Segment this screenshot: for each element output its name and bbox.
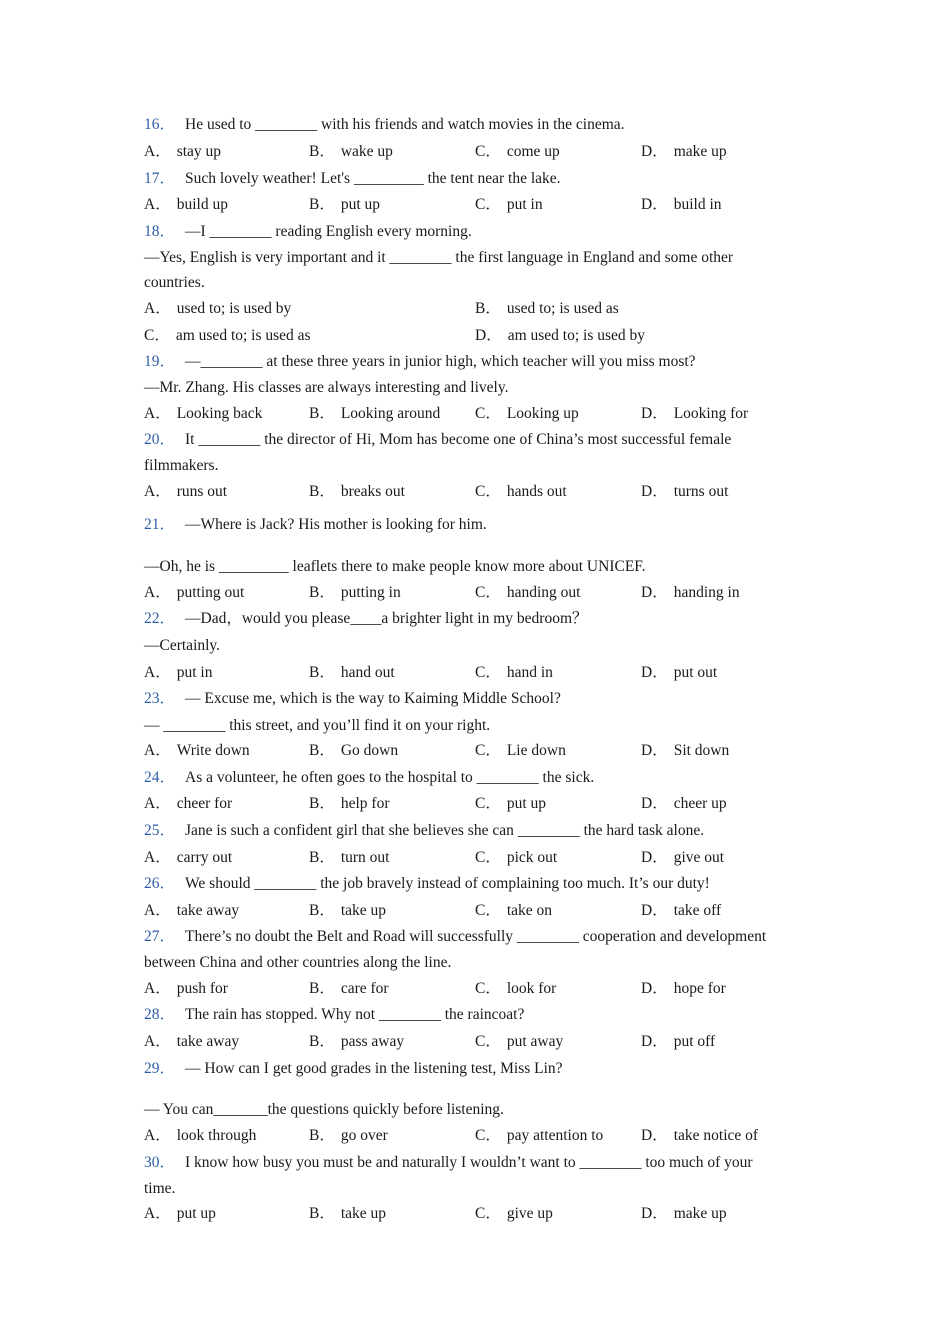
option-b: B． Go down xyxy=(309,742,399,759)
option-c: C． put up xyxy=(475,795,547,812)
question-16-stem: 16． He used to ________ with his friends and watch movies in the cinema. xyxy=(144,116,625,133)
option-c: C． pick out xyxy=(475,849,558,866)
option-d: D． build in xyxy=(641,196,722,213)
question-number: 20． xyxy=(144,431,176,448)
question-17-stem: 17． Such lovely weather! Let's _________ the tent near the lake. xyxy=(144,170,561,187)
option-a: A． stay up xyxy=(144,143,222,160)
question-20-stem: 20． It ________ the director of Hi, Mom has become one of China’s most successful female xyxy=(144,431,732,448)
question-23-line-2: — ________ this street, and you’ll find it on your right. xyxy=(144,717,491,734)
question-22-line-2: —Certainly. xyxy=(144,637,221,654)
option-b: B． breaks out xyxy=(309,483,405,500)
option-a: A． push for xyxy=(144,980,228,997)
option-d: D． hope for xyxy=(641,980,726,997)
option-b: B． help for xyxy=(309,795,390,812)
option-c: C． Lie down xyxy=(475,742,566,759)
question-number: 30． xyxy=(144,1154,176,1171)
question-18-line-3: countries. xyxy=(144,274,205,291)
option-a: A． runs out xyxy=(144,483,228,500)
question-20-line-2: filmmakers. xyxy=(144,457,219,474)
option-d: D． turns out xyxy=(641,483,729,500)
option-c: C． pay attention to xyxy=(475,1127,604,1144)
option-a: A． putting out xyxy=(144,584,245,601)
option-c: C． take on xyxy=(475,902,553,919)
option-a: A． take away xyxy=(144,902,240,919)
option-b: B． put up xyxy=(309,196,381,213)
question-30-stem: 30． I know how busy you must be and naturally I wouldn’t want to ________ too much of your xyxy=(144,1154,753,1171)
question-22-stem: 22． —Dad，would you please____a brighter light in my bedroom？ xyxy=(144,610,588,627)
question-number: 24． xyxy=(144,769,176,786)
option-c: C． come up xyxy=(475,143,560,160)
option-b: B． putting in xyxy=(309,584,401,601)
question-26-stem: 26． We should ________ the job bravely instead of complaining too much. It’s our duty! xyxy=(144,875,710,892)
option-c: C． am used to; is used as xyxy=(144,327,311,344)
question-30-line-2: time. xyxy=(144,1180,176,1197)
question-number: 18． xyxy=(144,223,176,240)
question-number: 28． xyxy=(144,1006,176,1023)
option-d: D． am used to; is used by xyxy=(475,327,646,344)
question-number: 23． xyxy=(144,690,176,707)
question-21-line-2: —Oh, he is _________ leaflets there to make people know more about UNICEF. xyxy=(144,558,646,575)
option-b: B． take up xyxy=(309,1205,387,1222)
question-27-line-2: between China and other countries along the line. xyxy=(144,954,452,971)
option-a: A． Write down xyxy=(144,742,250,759)
option-c: C． hand in xyxy=(475,664,553,681)
option-d: D． give out xyxy=(641,849,725,866)
option-d: D． take off xyxy=(641,902,722,919)
question-21-stem: 21． —Where is Jack? His mother is looking for him. xyxy=(144,516,487,533)
option-d: D． cheer up xyxy=(641,795,727,812)
option-b: B． turn out xyxy=(309,849,390,866)
option-a: A． carry out xyxy=(144,849,233,866)
question-number: 27． xyxy=(144,928,176,945)
option-c: C． put away xyxy=(475,1033,564,1050)
option-d: D． make up xyxy=(641,1205,727,1222)
option-d: D． Sit down xyxy=(641,742,730,759)
option-a: A． look through xyxy=(144,1127,257,1144)
option-b: B． care for xyxy=(309,980,389,997)
question-18-stem: 18． —I ________ reading English every morning. xyxy=(144,223,472,240)
option-d: D． handing in xyxy=(641,584,740,601)
question-number: 17． xyxy=(144,170,176,187)
option-c: C． give up xyxy=(475,1205,553,1222)
option-b: B． pass away xyxy=(309,1033,405,1050)
option-b: B． go over xyxy=(309,1127,388,1144)
option-a: A． build up xyxy=(144,196,228,213)
option-b: B． used to; is used as xyxy=(475,300,619,317)
option-b: B． wake up xyxy=(309,143,393,160)
question-number: 19． xyxy=(144,353,176,370)
option-b: B． take up xyxy=(309,902,387,919)
question-25-stem: 25． Jane is such a confident girl that she believes she can ________ the hard task alone. xyxy=(144,822,705,839)
question-number: 26． xyxy=(144,875,176,892)
question-27-stem: 27． There’s no doubt the Belt and Road will successfully ________ cooperation and development xyxy=(144,928,767,945)
question-number: 29． xyxy=(144,1060,176,1077)
option-d: D． put off xyxy=(641,1033,716,1050)
question-29-line-2: — You can_______the questions quickly before listening. xyxy=(144,1101,504,1118)
option-a: A． put in xyxy=(144,664,213,681)
question-24-stem: 24． As a volunteer, he often goes to the hospital to ________ the sick. xyxy=(144,769,595,786)
option-b: B． Looking around xyxy=(309,405,441,422)
question-29-stem: 29． — How can I get good grades in the listening test, Miss Lin? xyxy=(144,1060,563,1077)
option-a: A． used to; is used by xyxy=(144,300,292,317)
option-a: A． Looking back xyxy=(144,405,263,422)
option-a: A． cheer for xyxy=(144,795,233,812)
question-18-line-2: —Yes, English is very important and it ________ the first language in England and some other xyxy=(144,249,734,266)
question-number: 16． xyxy=(144,116,176,133)
question-number: 25． xyxy=(144,822,176,839)
question-19-line-2: —Mr. Zhang. His classes are always interesting and lively. xyxy=(144,379,509,396)
option-c: C． look for xyxy=(475,980,557,997)
question-28-stem: 28． The rain has stopped. Why not ________ the raincoat? xyxy=(144,1006,525,1023)
question-23-stem: 23． — Excuse me, which is the way to Kaiming Middle School? xyxy=(144,690,561,707)
option-d: D． make up xyxy=(641,143,727,160)
question-number: 22． xyxy=(144,610,176,627)
option-c: C． hands out xyxy=(475,483,567,500)
option-c: C． Looking up xyxy=(475,405,579,422)
option-b: B． hand out xyxy=(309,664,395,681)
option-d: D． Looking for xyxy=(641,405,749,422)
question-number: 21． xyxy=(144,516,176,533)
option-d: D． put out xyxy=(641,664,718,681)
option-a: A． put up xyxy=(144,1205,216,1222)
option-c: C． put in xyxy=(475,196,543,213)
option-d: D． take notice of xyxy=(641,1127,759,1144)
question-19-stem: 19． —________ at these three years in junior high, which teacher will you miss most? xyxy=(144,353,696,370)
option-a: A． take away xyxy=(144,1033,240,1050)
option-c: C． handing out xyxy=(475,584,581,601)
